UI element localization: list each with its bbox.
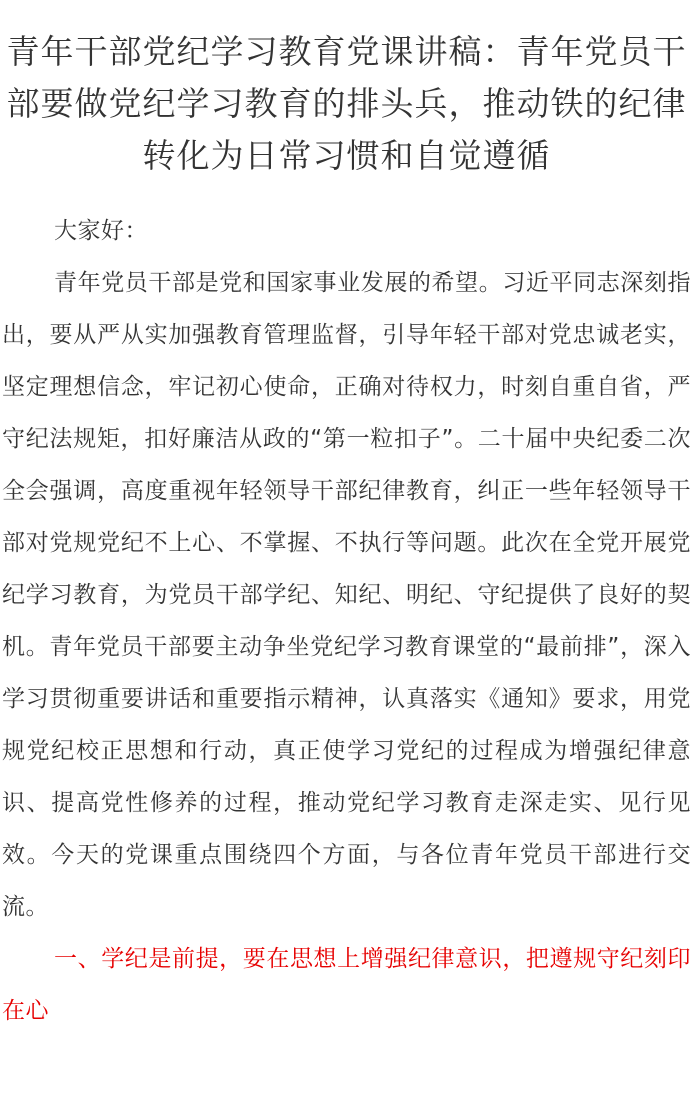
article-body xyxy=(0,205,693,1037)
intro-paragraph: 青年党员干部是党和国家事业发展的希望。习近平同志深刻指出，要从严从实加强教育管理监督，引导年轻干部对党忠诚老实，坚定理想信念，牢记初心使命，正确对待权力，时刻自重自省，严守纪法规矩，扣好廉洁从政的“第一粒扣子”。二十届中央纪委二次全会强调，高度重视年轻领导干部纪律教育，纠正一些年轻领导干部对党规党纪不上心、不掌握、不执行等问题。此次在全党开展党纪学习教育，为党员干部学纪、知纪、明纪、守纪提供了良好的契机。青年党员干部要主动争坐党纪学习教育课堂的“最前排”，深入学习贯彻重要讲话和重要指示精神，认真落实《通知》要求，用党规党纪校正思想和行动，真正使学习党纪的过程成为增强纪律意识、提高党性修养的过程，推动党纪学习教育走深走实、见行见效。今天的党课重点围绕四个方面，与各位青年党员干部进行交流。 xyxy=(2,270,691,920)
section-heading-1: 一、学纪是前提，要在思想上增强纪律意识，把遵规守纪刻印在心 xyxy=(2,946,691,1024)
article-title: 青年干部党纪学习教育党课讲稿：青年党员干部要做党纪学习教育的排头兵，推动铁的纪律转化为日常习惯和自觉遵循 xyxy=(6,32,687,175)
greeting-paragraph: 大家好： xyxy=(54,218,148,244)
